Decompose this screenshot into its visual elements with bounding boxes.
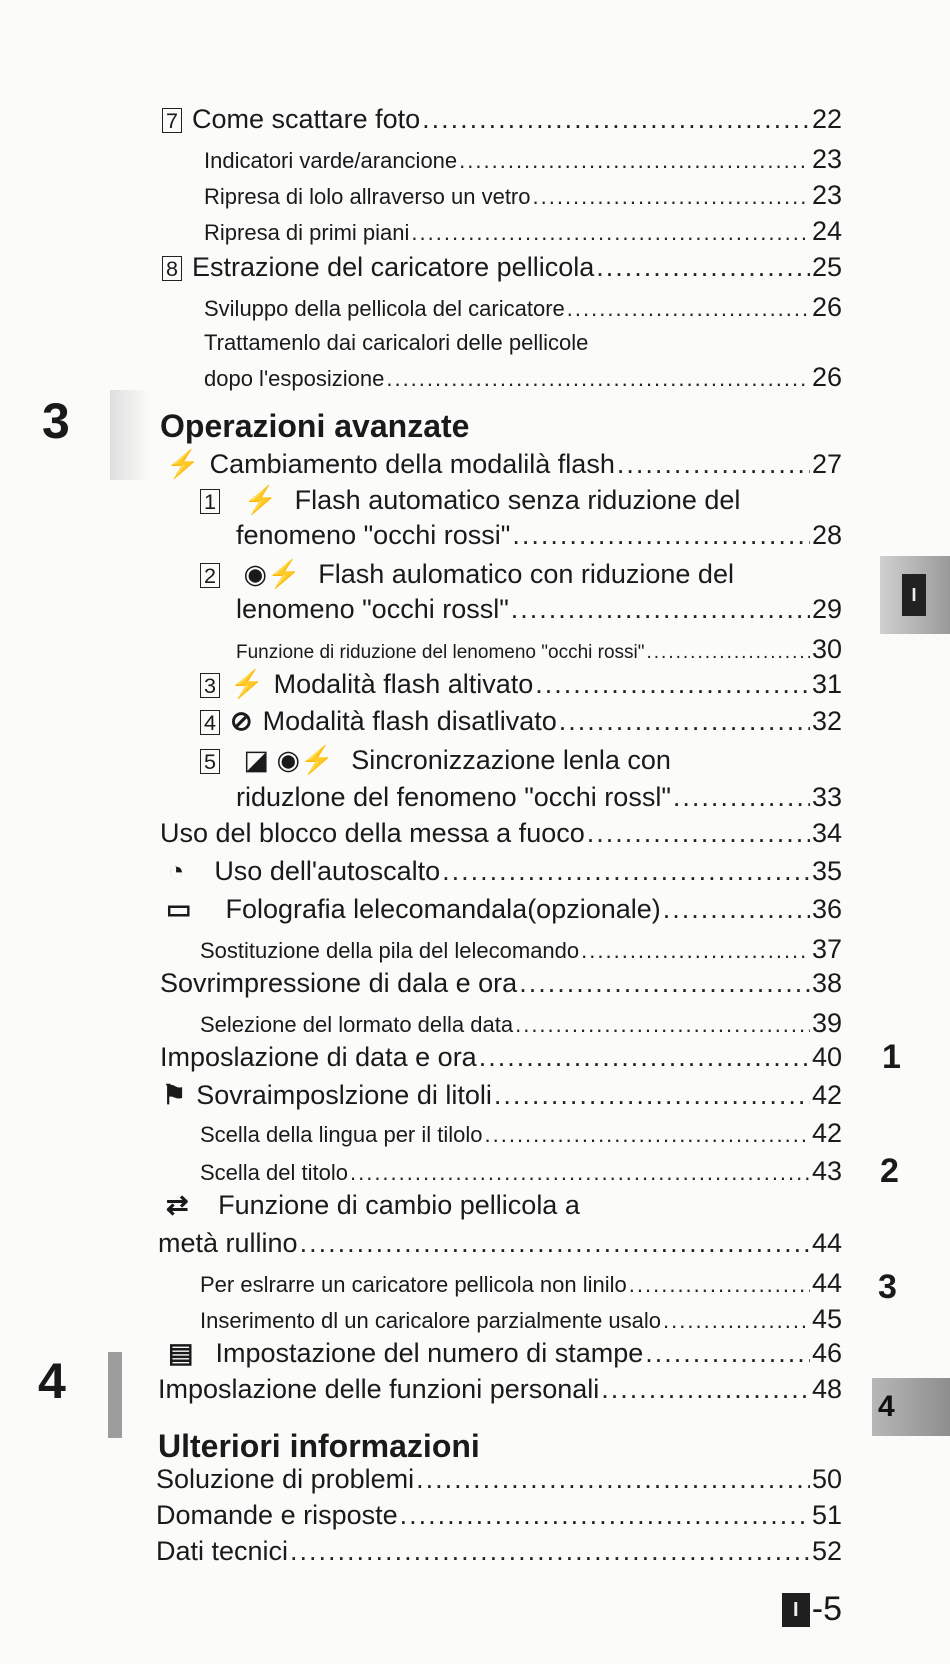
- toc-entry-text: Selezione del lormato della data: [200, 1012, 514, 1037]
- step-number-badge: 8: [162, 256, 182, 281]
- remote-control-icon: ▭: [166, 894, 192, 924]
- toc-page-number: 22: [811, 104, 842, 134]
- leader-dots: [411, 220, 810, 246]
- flash-off-icon: ⊘: [230, 706, 253, 736]
- toc-page-number: 33: [811, 782, 842, 812]
- toc-entry-text: Flash aulomatico con riduzione del: [318, 559, 734, 589]
- step-number-badge: 4: [200, 710, 220, 735]
- leader-dots: [300, 1228, 810, 1259]
- toc-entry[interactable]: [158, 1228, 842, 1259]
- toc-page-number: 30: [811, 634, 842, 664]
- leader-dots: [459, 148, 810, 174]
- toc-entry[interactable]: [200, 744, 671, 776]
- toc-entry-text: Scella del titolo: [200, 1160, 348, 1185]
- side-chapter-1: 1: [882, 1038, 901, 1076]
- side-chapter-2: 2: [880, 1152, 899, 1190]
- toc-page-number: 28: [811, 520, 842, 550]
- toc-page-number: 43: [811, 1156, 842, 1186]
- side-chapter-4-tab: 4: [872, 1378, 950, 1436]
- toc-entry[interactable]: [200, 1008, 842, 1039]
- toc-entry[interactable]: [200, 706, 842, 737]
- leader-dots: [673, 782, 810, 813]
- toc-entry[interactable]: [236, 520, 842, 551]
- toc-page-number: 24: [811, 216, 842, 246]
- toc-entry[interactable]: [200, 484, 740, 516]
- leader-dots: [647, 642, 810, 664]
- leader-dots: [663, 1308, 810, 1334]
- toc-entry-text: Sovraimposlzione di litoli: [196, 1080, 492, 1110]
- toc-entry[interactable]: [160, 818, 842, 849]
- toc-entry[interactable]: [200, 1268, 842, 1299]
- toc-entry[interactable]: [162, 1080, 842, 1111]
- toc-entry[interactable]: [162, 252, 842, 283]
- leader-dots: [663, 894, 810, 925]
- section-number-3: 3: [42, 393, 70, 449]
- toc-entry-text: Flash automatico senza riduzione del: [294, 485, 741, 515]
- toc-entry[interactable]: [200, 558, 734, 590]
- slow-sync-icon: ◪ ◉⚡: [243, 745, 334, 775]
- leader-dots: [485, 1122, 810, 1148]
- leader-dots: [533, 184, 810, 210]
- page-number-text: -5: [811, 1590, 842, 1628]
- toc-page-number: 38: [811, 968, 842, 998]
- toc-entry-text: Come scattare foto: [192, 104, 421, 134]
- print-count-icon: ▤: [168, 1338, 194, 1368]
- toc-page-number: 36: [811, 894, 842, 924]
- section-number-4: 4: [38, 1353, 66, 1409]
- toc-entry[interactable]: [160, 968, 842, 999]
- toc-entry[interactable]: [168, 1338, 842, 1369]
- leader-dots: [422, 104, 810, 135]
- toc-entry[interactable]: [200, 1156, 842, 1187]
- leader-dots: [567, 296, 810, 322]
- toc-entry[interactable]: [204, 144, 842, 175]
- toc-entry[interactable]: [200, 1304, 842, 1335]
- toc-entry-text: Domande e risposte: [156, 1500, 398, 1530]
- toc-entry-text: Trattamenlo dai caricalori delle pellicole: [204, 330, 589, 355]
- toc-entry[interactable]: [156, 1536, 842, 1567]
- leader-dots: [400, 1500, 810, 1531]
- toc-page-number: 40: [811, 1042, 842, 1072]
- flash-on-icon: ⚡: [230, 669, 264, 699]
- leader-dots: [645, 1338, 810, 1369]
- toc-entry-text: Uso del blocco della messa a fuoco: [160, 818, 585, 848]
- toc-entry[interactable]: [204, 292, 842, 323]
- toc-page-number: 26: [811, 362, 842, 392]
- leader-dots: [479, 1042, 810, 1073]
- leader-dots: [629, 1272, 810, 1298]
- title-flag-icon: ⚑: [162, 1080, 187, 1110]
- leader-dots: [416, 1464, 810, 1495]
- toc-entry-text: Soluzione di problemi: [156, 1464, 415, 1494]
- step-number-badge: 5: [200, 749, 220, 774]
- toc-entry-text: Imposlazione di data e ora: [160, 1042, 477, 1072]
- leader-dots: [596, 252, 810, 283]
- leader-dots: [515, 1012, 810, 1038]
- mid-roll-change-icon: ⇄: [166, 1190, 189, 1220]
- toc-page-number: 52: [811, 1536, 842, 1566]
- toc-entry-text: Sviluppo della pellicola del caricatore: [204, 296, 565, 321]
- toc-entry-text: Impostazione del numero di stampe: [215, 1338, 644, 1368]
- toc-page-number: 51: [811, 1500, 842, 1530]
- step-number-badge: 1: [200, 489, 220, 514]
- toc-entry-text: Inserimento dl un caricalore parzialmente usalo: [200, 1308, 662, 1333]
- toc-entry-text: Imposlazione delle funzioni personali: [158, 1374, 600, 1404]
- page-number-box: I: [782, 1593, 810, 1627]
- toc-entry-text: dopo l'esposizione: [204, 366, 385, 391]
- toc-entry[interactable]: [158, 1374, 842, 1405]
- toc-entry-text: Sovrimpressione di dala e ora: [160, 968, 518, 998]
- toc-entry-text: Funzione di cambio pellicola a: [218, 1190, 580, 1220]
- toc-page-number: 42: [811, 1080, 842, 1110]
- leader-dots: [587, 818, 810, 849]
- toc-entry-text: Folografia lelecomandala(opzionale): [225, 894, 661, 924]
- toc-entry-text: Dati tecnici: [156, 1536, 289, 1566]
- toc-page-number: 23: [811, 180, 842, 210]
- toc-entry[interactable]: [166, 1190, 580, 1221]
- toc-entry[interactable]: [236, 594, 842, 625]
- toc-entry-text: Ripresa di primi piani: [204, 220, 410, 245]
- section-3-shade: [110, 390, 150, 480]
- chapter-tab-i: [880, 556, 950, 634]
- toc-page-number: 26: [811, 292, 842, 322]
- toc-entry[interactable]: [204, 362, 842, 393]
- toc-entry-text: Uso dell'autoscalto: [214, 856, 441, 886]
- toc-page-number: 37: [811, 934, 842, 964]
- toc-entry[interactable]: [166, 894, 842, 925]
- toc-entry[interactable]: [200, 934, 842, 965]
- toc-entry[interactable]: [236, 782, 842, 813]
- toc-entry[interactable]: [166, 448, 842, 480]
- step-number-badge: 7: [162, 108, 182, 133]
- toc-entry-text: Cambiamento della modalilà flash: [209, 449, 615, 479]
- toc-page-number: 27: [811, 449, 842, 479]
- toc-page-number: 25: [811, 252, 842, 282]
- flash-mode-icon: ⚡: [166, 449, 200, 479]
- toc-entry[interactable]: [160, 1042, 842, 1073]
- flash-auto-icon: ⚡: [243, 485, 278, 515]
- toc-page-number: 23: [811, 144, 842, 174]
- toc-entry-text: fenomeno "occhi rossi": [236, 520, 511, 550]
- page-number: [782, 1590, 842, 1629]
- toc-entry-text: Modalità flash disatlivato: [262, 706, 557, 736]
- toc-entry[interactable]: [168, 856, 842, 887]
- toc-page-number: 29: [811, 594, 842, 624]
- toc-entry-text: Modalità flash altivato: [273, 669, 534, 699]
- toc-entry[interactable]: [204, 216, 842, 247]
- toc-entry[interactable]: [200, 668, 842, 700]
- toc-entry-text: Sostituzione della pila del lelecomando: [200, 938, 580, 963]
- toc-entry[interactable]: [236, 634, 842, 665]
- leader-dots: [386, 366, 810, 392]
- toc-page-number: 46: [811, 1338, 842, 1368]
- leader-dots: [442, 856, 810, 887]
- toc-page-number: 39: [811, 1008, 842, 1038]
- toc-entry[interactable]: [204, 180, 842, 211]
- toc-page-number: 35: [811, 856, 842, 886]
- step-number-badge: 3: [200, 673, 220, 698]
- section-4-title: Ulteriori informazioni: [158, 1428, 480, 1464]
- leader-dots: [350, 1160, 810, 1186]
- toc-page-number: 31: [811, 669, 842, 699]
- toc-page-number: 44: [811, 1228, 842, 1258]
- leader-dots: [601, 1374, 810, 1405]
- toc-entry[interactable]: [156, 1500, 842, 1531]
- leader-dots: [519, 968, 810, 999]
- toc-page-number: 32: [811, 706, 842, 736]
- leader-dots: [559, 706, 810, 737]
- toc-page-number: 48: [811, 1374, 842, 1404]
- toc-page-number: 42: [811, 1118, 842, 1148]
- red-eye-flash-icon: ◉⚡: [243, 559, 301, 589]
- toc-entry-text: lenomeno "occhi rossl": [236, 594, 509, 624]
- section-3-title: Operazioni avanzate: [160, 408, 470, 444]
- leader-dots: [581, 938, 810, 964]
- toc-entry-text: Funzione di riduzione del lenomeno "occhi rossi": [236, 642, 645, 663]
- toc-page-number: 34: [811, 818, 842, 848]
- section-4-bar: [108, 1352, 122, 1438]
- toc-entry[interactable]: [162, 104, 842, 135]
- toc-page-number: 50: [811, 1464, 842, 1494]
- toc-entry-text: Sincronizzazione lenla con: [351, 745, 671, 775]
- toc-page-number: 45: [811, 1304, 842, 1334]
- leader-dots: [511, 594, 810, 625]
- toc-entry[interactable]: [200, 1118, 842, 1149]
- leader-dots: [290, 1536, 810, 1567]
- self-timer-icon: ◔: [168, 856, 185, 886]
- toc-entry-text: Estrazione del caricatore pellicola: [192, 252, 595, 282]
- toc-entry-text: Scella della lingua per il tilolo: [200, 1122, 483, 1147]
- leader-dots: [494, 1080, 810, 1111]
- toc-entry-text: Indicatori varde/arancione: [204, 148, 458, 173]
- toc-entry-text: riduzlone del fenomeno "occhi rossl": [236, 782, 671, 812]
- toc-entry-text: metà rullino: [158, 1228, 298, 1258]
- step-number-badge: 2: [200, 563, 220, 588]
- chapter-tab-label: I: [902, 574, 926, 616]
- toc-entry-text: Per eslrarre un caricatore pellicola non linilo: [200, 1272, 627, 1297]
- toc-page-number: 44: [811, 1268, 842, 1298]
- leader-dots: [617, 449, 810, 480]
- toc-entry-text: Ripresa di lolo allraverso un vetro: [204, 184, 531, 209]
- side-chapter-3: 3: [878, 1268, 897, 1306]
- leader-dots: [535, 669, 810, 700]
- leader-dots: [512, 520, 810, 551]
- toc-entry[interactable]: [156, 1464, 842, 1495]
